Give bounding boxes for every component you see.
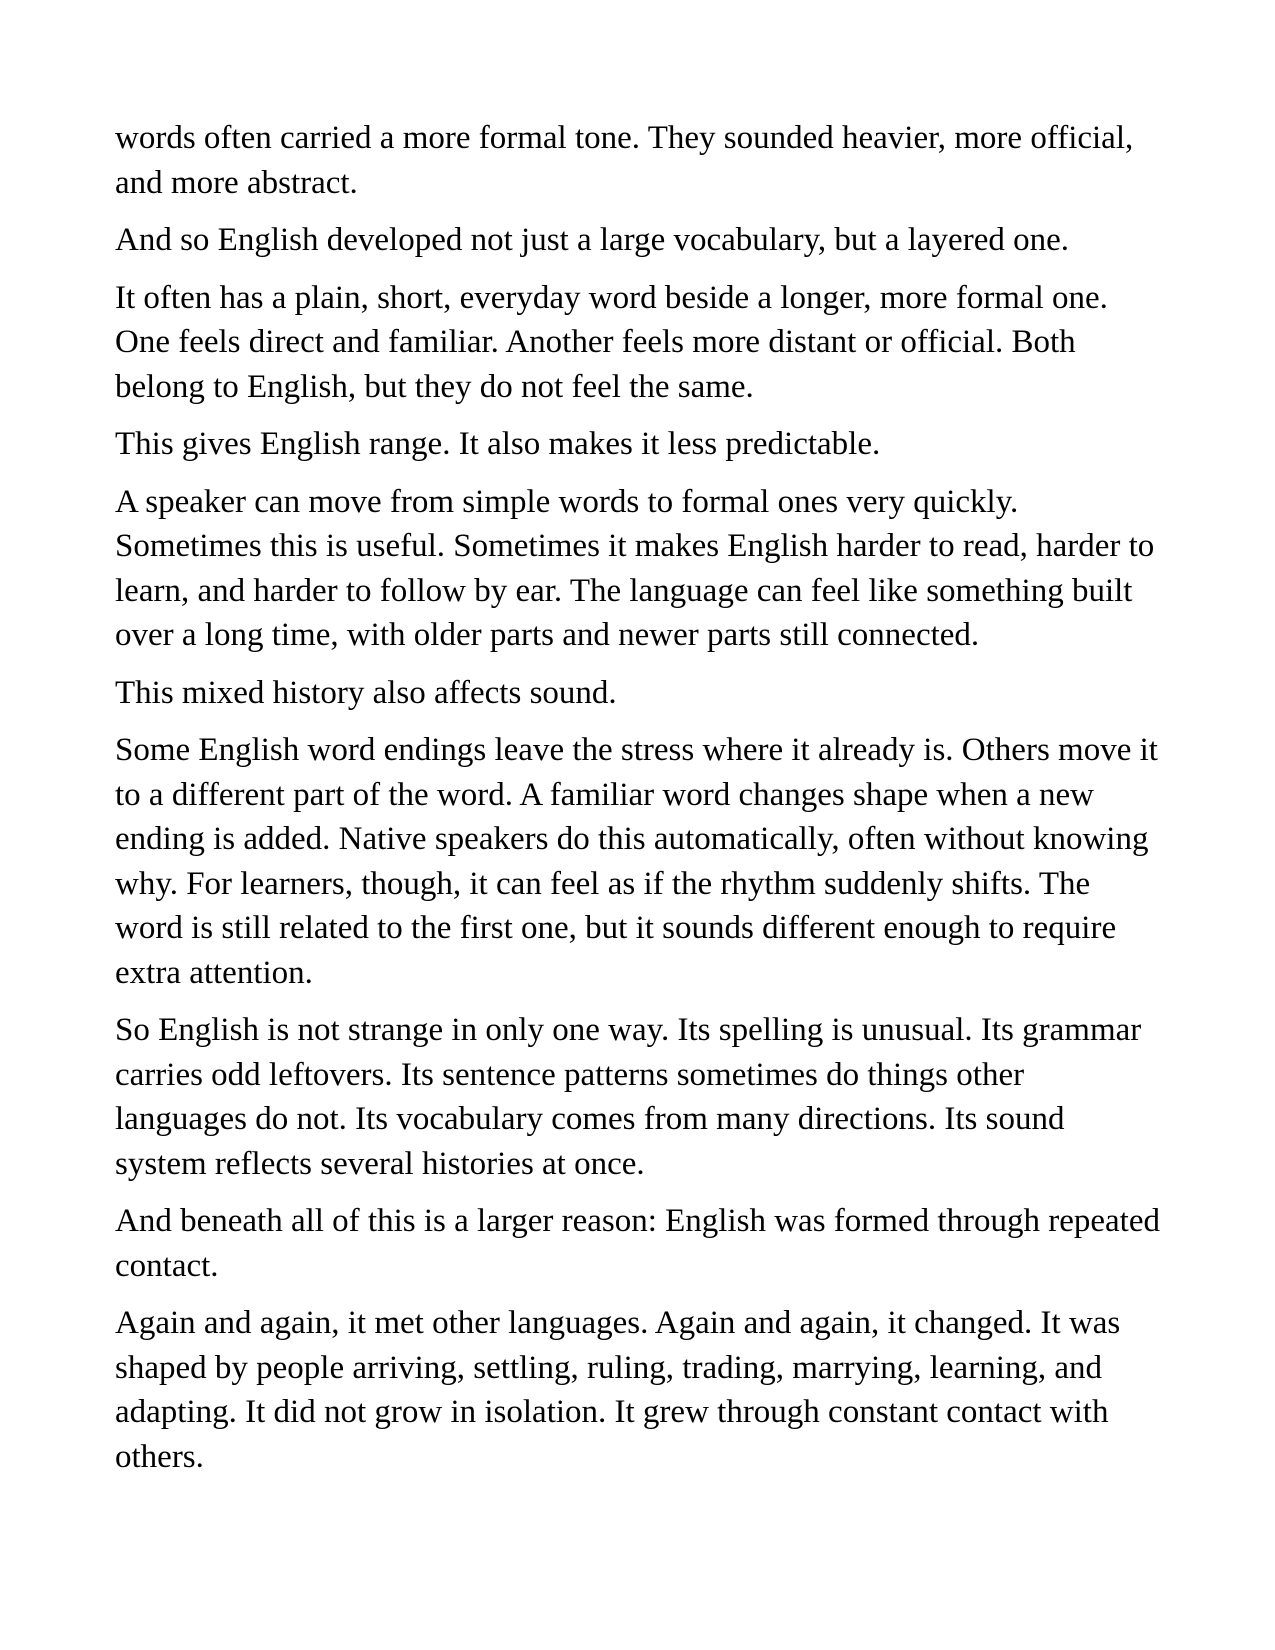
paragraph: So English is not strange in only one way. Its spelling is unusual. Its grammar carries odd leftovers. Its sentence patterns sometimes do things other languages do not. Its vocabulary comes from many directions. Its sound system reflects several histories at once. xyxy=(115,1012,1142,1182)
paragraph: Again and again, it met other languages. Again and again, it changed. It was shaped by people arriving, settling, ruling, trading, marrying, learning, and adapting. It did not grow in isolation. It grew through constant contact with others. xyxy=(115,1305,1121,1475)
paragraph: And beneath all of this is a larger reason: English was formed through repeated contact. xyxy=(115,1203,1160,1284)
paragraph: This mixed history also affects sound. xyxy=(115,674,617,711)
paragraph: This gives English range. It also makes it less predictable. xyxy=(115,426,881,462)
paragraph: And so English developed not just a large vocabulary, but a layered one. xyxy=(115,222,1069,258)
paragraph: A speaker can move from simple words to formal ones very quickly. Sometimes this is useful. Sometimes it makes English harder to read, harder to learn, and harder to follow by ear. The language can feel like something built over a long time, with older parts and newer parts still connected. xyxy=(115,483,1155,653)
paragraph: It often has a plain, short, everyday word beside a longer, more formal one. One feels direct and familiar. Another feels more distant or official. Both belong to English, but they do not feel the same. xyxy=(115,279,1108,405)
paragraph: words often carried a more formal tone. They sounded heavier, more official, and more abstract. xyxy=(115,120,1134,201)
paragraph: Some English word endings leave the stress where it already is. Others move it to a different part of the word. A familiar word changes shape when a new ending is added. Native speakers do this automatically, often without knowing why. For learners, though, it can feel as if the rhythm suddenly shifts. The word is still related to the first one, but it sounds different enough to require extra attention. xyxy=(115,732,1158,991)
document-text-body xyxy=(115,116,1163,1479)
